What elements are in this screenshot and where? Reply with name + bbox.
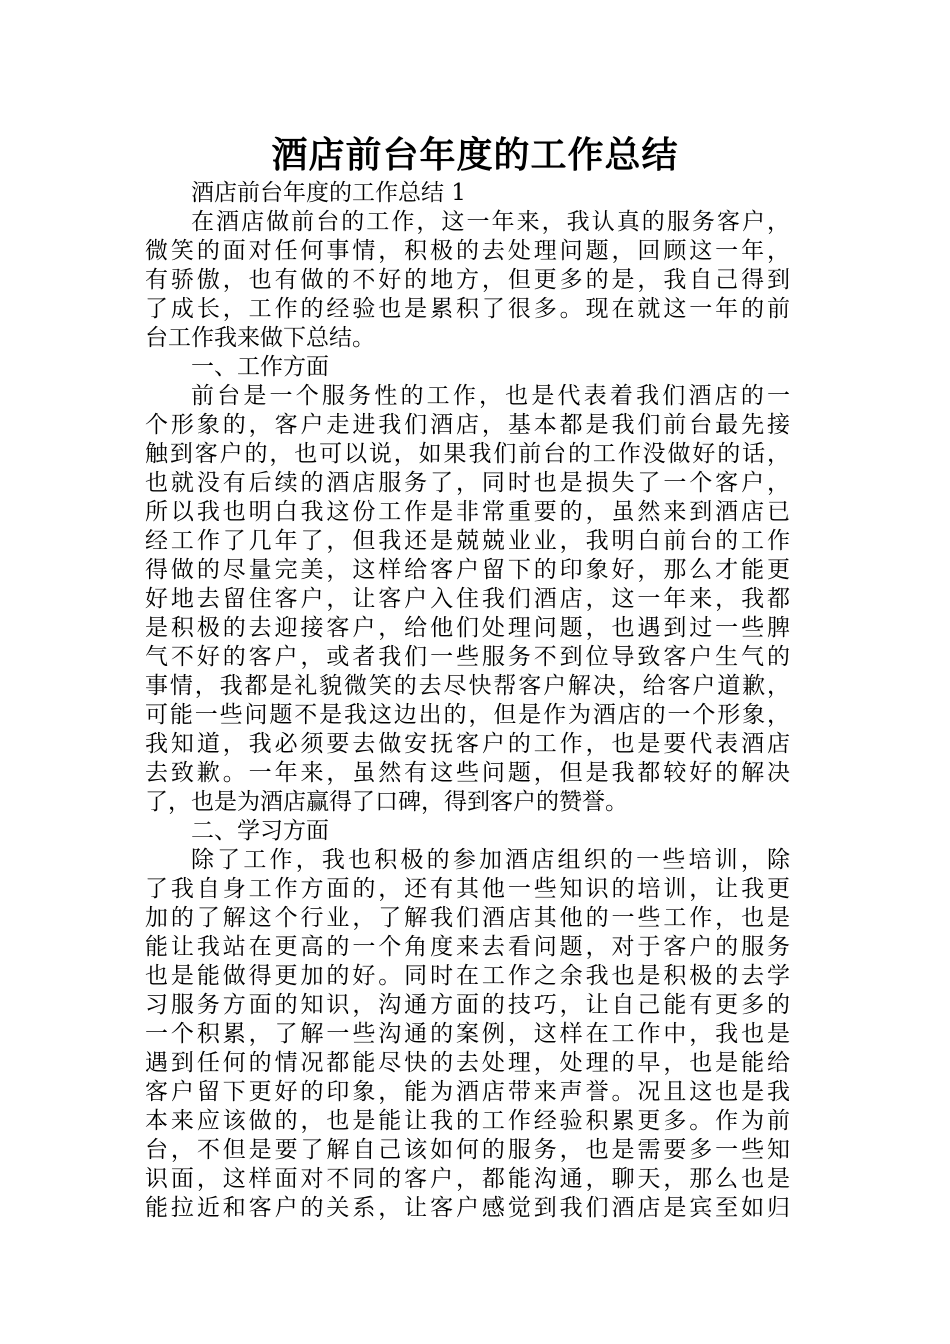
text-line: 遇到任何的情况都能尽快的去处理，处理的早，也是能给: [145, 1050, 790, 1076]
text-line: 是积极的去迎接客户，给他们处理问题，也遇到过一些脾: [145, 615, 790, 641]
text-line: 酒店前台年度的工作总结 1: [191, 180, 466, 206]
text-line: 所以我也明白我这份工作是非常重要的，虽然来到酒店已: [145, 499, 790, 525]
text-line: 加的了解这个行业，了解我们酒店其他的一些工作，也是: [145, 905, 790, 931]
text-line: 气不好的客户，或者我们一些服务不到位导致客户生气的: [145, 644, 790, 670]
text-line: 台，不但是要了解自己该如何的服务，也是需要多一些知: [145, 1137, 790, 1163]
text-line: 我知道，我必须要去做安抚客户的工作，也是要代表酒店: [145, 731, 790, 757]
text-line: 了，也是为酒店赢得了口碑，得到客户的赞誉。: [145, 789, 628, 815]
text-line: 也是能做得更加的好。同时在工作之余我也是积极的去学: [145, 963, 790, 989]
text-line: 在酒店做前台的工作，这一年来，我认真的服务客户，: [191, 209, 790, 235]
text-line: 能让我站在更高的一个角度来去看问题，对于客户的服务: [145, 934, 790, 960]
text-line: 能拉近和客户的关系，让客户感觉到我们酒店是宾至如归: [145, 1195, 790, 1221]
text-line: 可能一些问题不是我这边出的，但是作为酒店的一个形象，: [145, 702, 790, 728]
text-line: 事情，我都是礼貌微笑的去尽快帮客户解决，给客户道歉，: [145, 673, 790, 699]
text-line: 个形象的，客户走进我们酒店，基本都是我们前台最先接: [145, 412, 790, 438]
text-line: 台工作我来做下总结。: [145, 325, 375, 351]
text-line: 习服务方面的知识，沟通方面的技巧，让自己能有更多的: [145, 992, 790, 1018]
text-line: 也就没有后续的酒店服务了，同时也是损失了一个客户，: [145, 470, 790, 496]
text-line: 一、工作方面: [191, 354, 329, 380]
text-line: 二、学习方面: [191, 818, 329, 844]
text-line: 去致歉。一年来，虽然有这些问题，但是我都较好的解决: [145, 760, 790, 786]
text-line: 本来应该做的，也是能让我的工作经验积累更多。作为前: [145, 1108, 790, 1134]
document-body: [145, 179, 790, 1223]
text-line: 得做的尽量完美，这样给客户留下的印象好，那么才能更: [145, 557, 790, 583]
text-line: 前台是一个服务性的工作，也是代表着我们酒店的一: [191, 383, 790, 409]
text-line: 有骄傲，也有做的不好的地方，但更多的是，我自己得到: [145, 267, 790, 293]
text-line: 了成长，工作的经验也是累积了很多。现在就这一年的前: [145, 296, 790, 322]
text-line: 了我自身工作方面的，还有其他一些知识的培训，让我更: [145, 876, 790, 902]
text-line: 除了工作，我也积极的参加酒店组织的一些培训，除: [191, 847, 790, 873]
document-title: 酒店前台年度的工作总结: [271, 134, 679, 176]
text-line: 经工作了几年了，但我还是兢兢业业，我明白前台的工作: [145, 528, 790, 554]
text-line: 一个积累，了解一些沟通的案例，这样在工作中，我也是: [145, 1021, 790, 1047]
text-line: 触到客户的，也可以说，如果我们前台的工作没做好的话，: [145, 441, 790, 467]
text-line: 识面，这样面对不同的客户，都能沟通，聊天，那么也是: [145, 1166, 790, 1192]
text-line: 客户留下更好的印象，能为酒店带来声誉。况且这也是我: [145, 1079, 790, 1105]
text-line: 好地去留住客户，让客户入住我们酒店，这一年来，我都: [145, 586, 790, 612]
text-line: 微笑的面对任何事情，积极的去处理问题，回顾这一年，: [145, 238, 790, 264]
